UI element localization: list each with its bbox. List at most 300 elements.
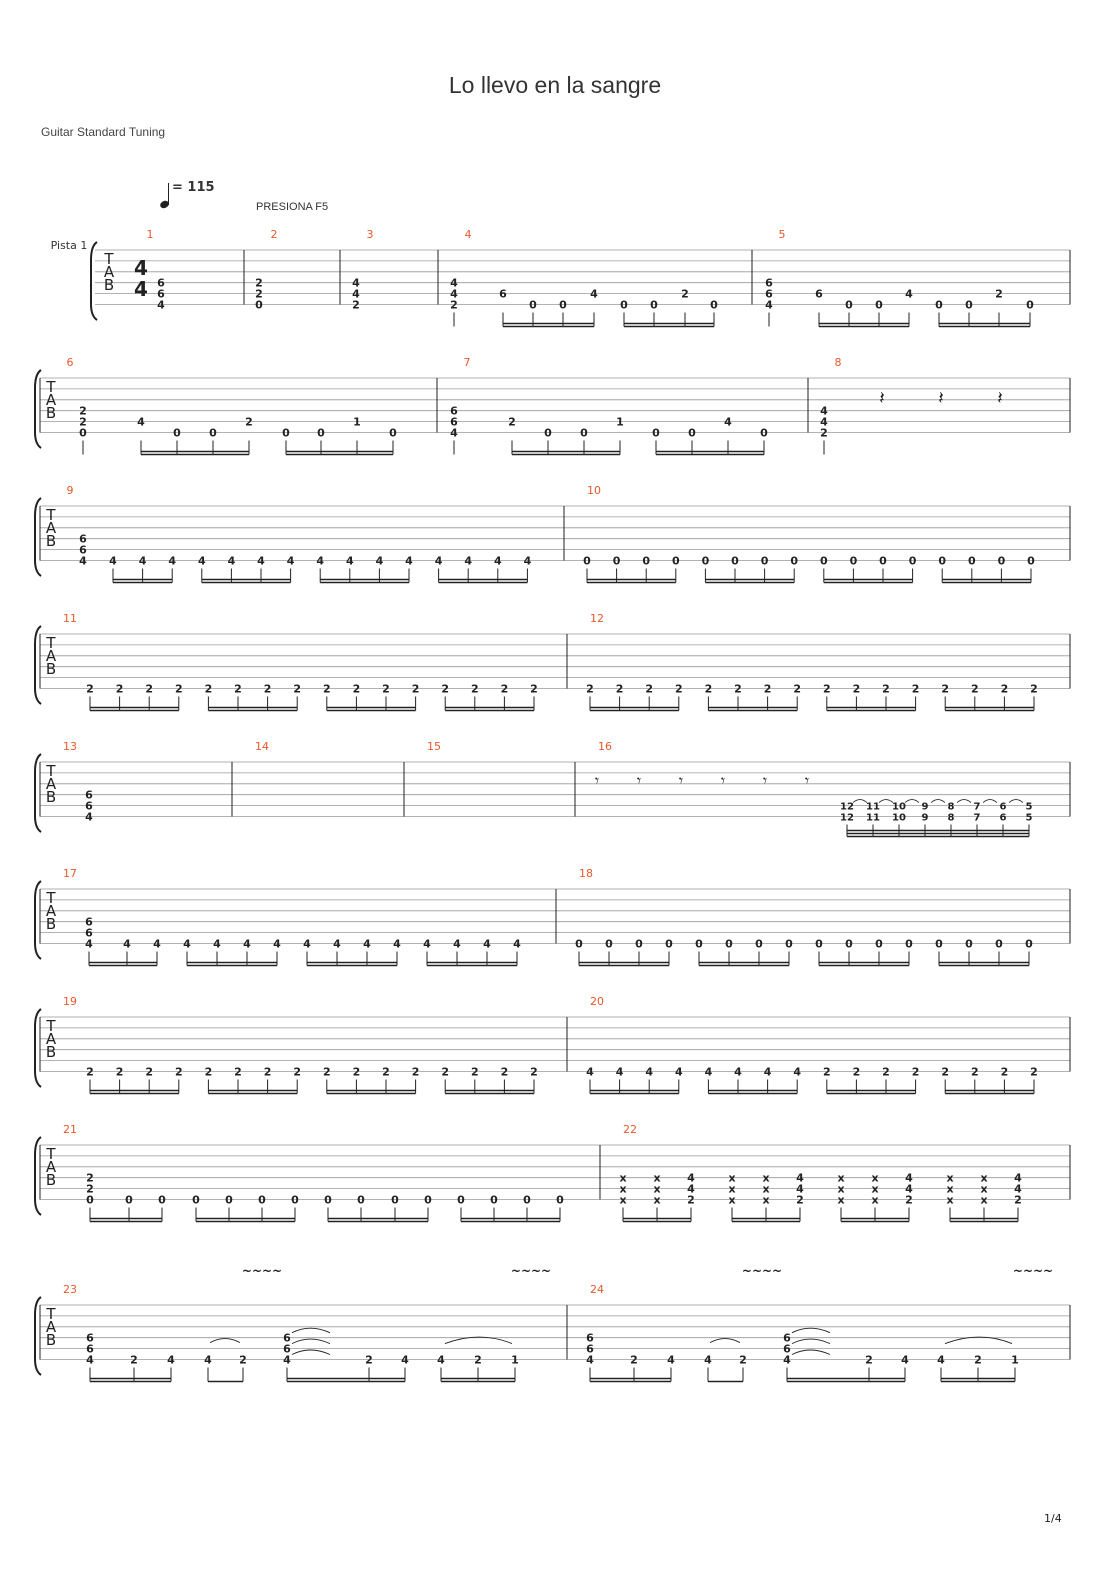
fret-number: 0	[544, 426, 552, 440]
fret-number: 0	[642, 554, 651, 568]
fret-number: 6	[86, 1342, 94, 1356]
slide-arc	[905, 800, 919, 803]
fret-number: 6	[85, 926, 93, 940]
measure-number: 20	[590, 995, 604, 1008]
fret-number: 2	[630, 1353, 638, 1367]
dead-note: x	[619, 1182, 627, 1196]
fret-number: 4	[85, 810, 93, 824]
fret-number: 2	[86, 1171, 94, 1185]
tab-clef-letter: T	[46, 1145, 56, 1163]
slide-arc	[879, 800, 893, 803]
fret-number: 0	[785, 937, 793, 951]
fret-number: 0	[695, 937, 703, 951]
tab-clef-letter: T	[46, 634, 56, 652]
measure-number: 11	[63, 612, 77, 625]
fret-number: 2	[322, 682, 331, 696]
fret-number: 0	[701, 554, 710, 568]
fret-number: 0	[1027, 554, 1035, 568]
fret-number: 2	[86, 1065, 94, 1079]
fret-number: 2	[1030, 1065, 1038, 1079]
fret-number: 0	[258, 1193, 266, 1207]
fret-number: 0	[620, 298, 628, 312]
fret-number: 0	[819, 554, 828, 568]
fret-number: 2	[145, 1065, 154, 1079]
fret-number: 2	[796, 1193, 804, 1207]
presiona-annotation: PRESIONA F5	[256, 201, 329, 213]
fret-number: 0	[255, 298, 263, 312]
dead-note: x	[653, 1193, 661, 1207]
fret-number: 4	[820, 404, 828, 418]
measure-number: 1	[146, 228, 154, 241]
measure-number: 22	[623, 1123, 637, 1136]
dead-note: x	[871, 1193, 879, 1207]
measure-number: 7	[463, 356, 471, 369]
eighth-rest-icon: 𝄾	[804, 770, 810, 790]
time-signature-bottom: 4	[134, 277, 148, 301]
fret-number: 0	[225, 1193, 233, 1207]
slide-fret-number: 10	[892, 801, 906, 813]
fret-number: 6	[783, 1342, 791, 1356]
fret-number: 2	[530, 682, 538, 696]
fret-number: 4	[493, 554, 502, 568]
fret-number: 2	[441, 682, 450, 696]
fret-number: 2	[470, 682, 479, 696]
fret-number: 2	[905, 1193, 913, 1207]
tie-arc	[792, 1339, 830, 1344]
fret-number: 2	[911, 1065, 920, 1079]
fret-number: 4	[303, 937, 311, 951]
measure-number: 21	[63, 1123, 77, 1136]
fret-number: 4	[674, 1065, 683, 1079]
vibrato-mark: ~~~~	[241, 1264, 283, 1278]
fret-number: 4	[615, 1065, 624, 1079]
fret-number: 4	[204, 1353, 212, 1367]
fret-number: 2	[174, 1065, 183, 1079]
fret-number: 4	[765, 298, 773, 312]
fret-number: 4	[450, 287, 458, 301]
fret-number: 0	[575, 937, 583, 951]
fret-number: 6	[586, 1331, 594, 1345]
tie-arc	[792, 1328, 830, 1333]
fret-number: 4	[405, 554, 413, 568]
fret-number: 2	[239, 1353, 247, 1367]
fret-number: 4	[901, 1353, 909, 1367]
fret-number: 2	[293, 682, 302, 696]
fret-number: 2	[365, 1353, 373, 1367]
fret-number: 0	[935, 937, 943, 951]
dead-note: x	[871, 1171, 879, 1185]
dead-note: x	[728, 1182, 736, 1196]
tie-arc	[210, 1339, 240, 1343]
vibrato-mark: ~~~~	[1012, 1264, 1054, 1278]
fret-number: 6	[85, 799, 93, 813]
slide-arc	[1009, 800, 1023, 803]
fret-number: 2	[941, 1065, 950, 1079]
fret-number: 4	[513, 937, 521, 951]
fret-number: 1	[353, 415, 361, 429]
fret-number: 2	[263, 682, 272, 696]
measure-number: 23	[63, 1283, 77, 1296]
track-name: Pista 1	[50, 239, 88, 252]
fret-number: 2	[145, 682, 154, 696]
vibrato-mark: ~~~~	[741, 1264, 783, 1278]
fret-number: 2	[645, 682, 654, 696]
fret-number: 0	[635, 937, 643, 951]
fret-number: 2	[352, 1065, 361, 1079]
fret-number: 2	[322, 1065, 331, 1079]
fret-number: 6	[499, 287, 507, 301]
slide-arc	[853, 800, 867, 803]
slide-fret-number: 9	[921, 812, 929, 824]
fret-number: 6	[85, 915, 93, 929]
fret-number: 0	[938, 554, 947, 568]
tuning-label: Guitar Standard Tuning	[41, 125, 166, 139]
fret-number: 4	[724, 415, 732, 429]
fret-number: 2	[820, 426, 828, 440]
fret-number: 0	[845, 298, 853, 312]
fret-number: 0	[875, 298, 883, 312]
fret-number: 2	[822, 1065, 831, 1079]
measure-number: 16	[598, 740, 612, 753]
tab-clef-letter: T	[46, 762, 56, 780]
fret-number: 2	[255, 287, 263, 301]
tempo-value: = 115	[172, 180, 215, 195]
slide-fret-number: 5	[1025, 812, 1033, 824]
tab-clef-letter: A	[45, 519, 57, 537]
fret-number: 2	[474, 1353, 482, 1367]
fret-number: 0	[1025, 937, 1033, 951]
eighth-rest-icon: 𝄾	[594, 770, 600, 790]
fret-number: 4	[704, 1353, 712, 1367]
fret-number: 0	[605, 937, 613, 951]
fret-number: 6	[283, 1331, 291, 1345]
slide-fret-number: 7	[973, 812, 981, 824]
fret-number: 0	[529, 298, 537, 312]
fret-number: 4	[453, 937, 461, 951]
fret-number: 6	[157, 287, 165, 301]
fret-number: 4	[645, 1065, 654, 1079]
fret-number: 4	[257, 554, 265, 568]
tab-clef-letter: T	[104, 250, 114, 268]
fret-number: 4	[464, 554, 473, 568]
fret-number: 0	[79, 426, 87, 440]
fret-number: 0	[612, 554, 621, 568]
fret-number: 4	[820, 415, 828, 429]
tab-clef-letter: A	[45, 775, 57, 793]
fret-number: 4	[123, 937, 131, 951]
fret-number: 0	[997, 554, 1006, 568]
fret-number: 2	[441, 1065, 450, 1079]
fret-number: 2	[411, 682, 420, 696]
fret-number: 2	[865, 1353, 873, 1367]
dead-note: x	[980, 1182, 988, 1196]
slide-fret-number: 6	[999, 801, 1007, 813]
dead-note: x	[946, 1193, 954, 1207]
fret-number: 4	[401, 1353, 409, 1367]
tab-clef-letter: B	[45, 1043, 57, 1061]
fret-number: 4	[183, 937, 191, 951]
fret-number: 2	[995, 287, 1003, 301]
measure-number: 17	[63, 867, 77, 880]
measure-number: 19	[63, 995, 77, 1008]
fret-number: 4	[667, 1353, 675, 1367]
fret-number: 0	[357, 1193, 365, 1207]
fret-number: 0	[652, 426, 660, 440]
fret-number: 0	[86, 1193, 94, 1207]
fret-number: 0	[324, 1193, 332, 1207]
fret-number: 0	[760, 426, 768, 440]
fret-number: 0	[559, 298, 567, 312]
page-number: 1/4	[1044, 1512, 1062, 1525]
measure-number: 8	[834, 356, 842, 369]
fret-number: 2	[263, 1065, 272, 1079]
slide-fret-number: 10	[892, 812, 906, 824]
fret-number: 2	[586, 682, 594, 696]
fret-number: 0	[671, 554, 680, 568]
fret-number: 4	[137, 415, 145, 429]
fret-number: 0	[665, 937, 673, 951]
fret-number: 2	[687, 1193, 695, 1207]
fret-number: 4	[783, 1353, 791, 1367]
measure-number: 4	[464, 228, 472, 241]
fret-number: 0	[845, 937, 853, 951]
fret-number: 2	[234, 1065, 242, 1079]
vibrato-mark: ~~~~	[510, 1264, 552, 1278]
fret-number: 4	[437, 1353, 445, 1367]
fret-number: 4	[450, 276, 458, 290]
tab-clef-letter: B	[45, 532, 57, 550]
fret-number: 2	[1000, 1065, 1009, 1079]
fret-number: 6	[450, 404, 458, 418]
slide-arc	[931, 800, 945, 803]
fret-number: 4	[197, 554, 206, 568]
fret-number: 2	[79, 404, 87, 418]
slide-fret-number: 7	[973, 801, 981, 813]
fret-number: 0	[908, 554, 917, 568]
fret-number: 0	[173, 426, 181, 440]
fret-number: 4	[345, 554, 354, 568]
tab-clef-letter: B	[45, 915, 57, 933]
fret-number: 0	[815, 937, 823, 951]
fret-number: 2	[352, 682, 361, 696]
fret-number: 0	[583, 554, 591, 568]
tab-clef-letter: T	[46, 506, 56, 524]
slide-fret-number: 11	[866, 812, 880, 824]
fret-number: 0	[995, 937, 1003, 951]
fret-number: 4	[937, 1353, 945, 1367]
fret-number: 4	[734, 1065, 742, 1079]
dead-note: x	[837, 1171, 845, 1185]
fret-number: 6	[79, 543, 87, 557]
fret-number: 4	[243, 937, 251, 951]
measure-number: 9	[66, 484, 74, 497]
tab-clef-letter: B	[45, 660, 57, 678]
fret-number: 2	[508, 415, 516, 429]
eighth-rest-icon: 𝄾	[720, 770, 726, 790]
fret-number: 2	[763, 682, 772, 696]
fret-number: 0	[875, 937, 883, 951]
fret-number: 4	[586, 1065, 594, 1079]
fret-number: 4	[793, 1065, 802, 1079]
dead-note: x	[728, 1171, 736, 1185]
tab-clef-letter: B	[45, 1331, 57, 1349]
fret-number: 6	[815, 287, 823, 301]
tab-clef-letter: B	[103, 276, 115, 294]
tab-clef-letter: T	[46, 378, 56, 396]
fret-number: 4	[352, 276, 360, 290]
fret-number: 0	[523, 1193, 531, 1207]
fret-number: 6	[765, 276, 773, 290]
fret-number: 0	[849, 554, 858, 568]
tab-clef-letter: A	[45, 1318, 57, 1336]
fret-number: 6	[157, 276, 165, 290]
fret-number: 0	[790, 554, 799, 568]
tab-clef-letter: A	[45, 647, 57, 665]
slide-fret-number: 9	[921, 801, 929, 813]
fret-number: 4	[227, 554, 236, 568]
fret-number: 2	[739, 1353, 747, 1367]
fret-number: 4	[483, 937, 491, 951]
fret-number: 4	[905, 1171, 913, 1185]
quarter-rest-icon: 𝄽	[938, 387, 944, 409]
fret-number: 2	[255, 276, 263, 290]
fret-number: 4	[213, 937, 221, 951]
tie-arc	[792, 1350, 830, 1355]
dead-note: x	[762, 1193, 770, 1207]
fret-number: 2	[970, 682, 979, 696]
fret-number: 2	[970, 1065, 979, 1079]
dead-note: x	[728, 1193, 736, 1207]
fret-number: 6	[765, 287, 773, 301]
measure-number: 18	[579, 867, 593, 880]
fret-number: 2	[822, 682, 831, 696]
tab-clef-letter: A	[103, 263, 115, 281]
fret-number: 0	[282, 426, 290, 440]
fret-number: 2	[204, 1065, 213, 1079]
fret-number: 4	[79, 554, 87, 568]
dead-note: x	[762, 1171, 770, 1185]
fret-number: 4	[157, 298, 165, 312]
dead-note: x	[837, 1182, 845, 1196]
quarter-rest-icon: 𝄽	[879, 387, 885, 409]
fret-number: 4	[273, 937, 281, 951]
fret-number: 4	[423, 937, 431, 951]
dead-note: x	[946, 1171, 954, 1185]
fret-number: 4	[687, 1171, 695, 1185]
fret-number: 2	[115, 1065, 124, 1079]
fret-number: 6	[85, 788, 93, 802]
fret-number: 2	[382, 1065, 390, 1079]
fret-number: 4	[704, 1065, 713, 1079]
fret-number: 4	[586, 1353, 594, 1367]
measure-number: 14	[255, 740, 269, 753]
slide-arc	[957, 800, 971, 803]
fret-number: 2	[234, 682, 242, 696]
fret-number: 2	[941, 682, 950, 696]
fret-number: 2	[852, 1065, 861, 1079]
tie-arc	[292, 1350, 330, 1355]
fret-number: 4	[153, 937, 161, 951]
tab-clef-letter: A	[45, 391, 57, 409]
fret-number: 2	[115, 682, 124, 696]
fret-number: 2	[130, 1353, 138, 1367]
fret-number: 2	[615, 682, 624, 696]
fret-number: 4	[763, 1065, 772, 1079]
fret-number: 0	[1026, 298, 1034, 312]
fret-number: 2	[174, 682, 183, 696]
fret-number: 0	[389, 426, 397, 440]
fret-number: 1	[1011, 1353, 1019, 1367]
fret-number: 4	[138, 554, 147, 568]
slide-fret-number: 8	[947, 801, 955, 813]
slide-fret-number: 12	[840, 812, 854, 824]
tab-clef-letter: B	[45, 788, 57, 806]
fret-number: 2	[734, 682, 742, 696]
tab-clef-letter: B	[45, 404, 57, 422]
slide-fret-number: 11	[866, 801, 880, 813]
measure-number: 2	[270, 228, 278, 241]
fret-number: 0	[905, 937, 913, 951]
fret-number: 2	[681, 287, 689, 301]
fret-number: 0	[490, 1193, 498, 1207]
song-title: Lo llevo en la sangre	[448, 72, 662, 98]
fret-number: 4	[905, 287, 913, 301]
dead-note: x	[653, 1182, 661, 1196]
fret-number: 4	[1014, 1182, 1022, 1196]
fret-number: 4	[286, 554, 295, 568]
fret-number: 2	[882, 1065, 890, 1079]
fret-number: 0	[965, 937, 973, 951]
fret-number: 0	[580, 426, 588, 440]
fret-number: 2	[704, 682, 713, 696]
fret-number: 4	[590, 287, 598, 301]
tab-clef-letter: B	[45, 1171, 57, 1189]
fret-number: 2	[530, 1065, 538, 1079]
fret-number: 0	[967, 554, 976, 568]
fret-number: 2	[204, 682, 213, 696]
dead-note: x	[980, 1193, 988, 1207]
fret-number: 0	[209, 426, 217, 440]
fret-number: 4	[796, 1182, 804, 1196]
fret-number: 2	[852, 682, 861, 696]
fret-number: 0	[556, 1193, 564, 1207]
fret-number: 0	[710, 298, 718, 312]
fret-number: 4	[283, 1353, 291, 1367]
dead-note: x	[619, 1171, 627, 1185]
fret-number: 2	[882, 682, 890, 696]
slide-fret-number: 5	[1025, 801, 1033, 813]
dead-note: x	[619, 1193, 627, 1207]
fret-number: 2	[500, 1065, 509, 1079]
fret-number: 2	[1030, 682, 1038, 696]
fret-number: 2	[293, 1065, 302, 1079]
slide-fret-number: 8	[947, 812, 955, 824]
fret-number: 4	[450, 426, 458, 440]
fret-number: 0	[688, 426, 696, 440]
fret-number: 2	[411, 1065, 420, 1079]
fret-number: 6	[586, 1342, 594, 1356]
eighth-rest-icon: 𝄾	[678, 770, 684, 790]
fret-number: 0	[760, 554, 769, 568]
fret-number: 4	[523, 554, 532, 568]
fret-number: 2	[974, 1353, 982, 1367]
dead-note: x	[871, 1182, 879, 1196]
quarter-rest-icon: 𝄽	[997, 387, 1003, 409]
tab-clef-letter: T	[46, 1017, 56, 1035]
fret-number: 4	[905, 1182, 913, 1196]
fret-number: 0	[424, 1193, 432, 1207]
fret-number: 0	[317, 426, 325, 440]
